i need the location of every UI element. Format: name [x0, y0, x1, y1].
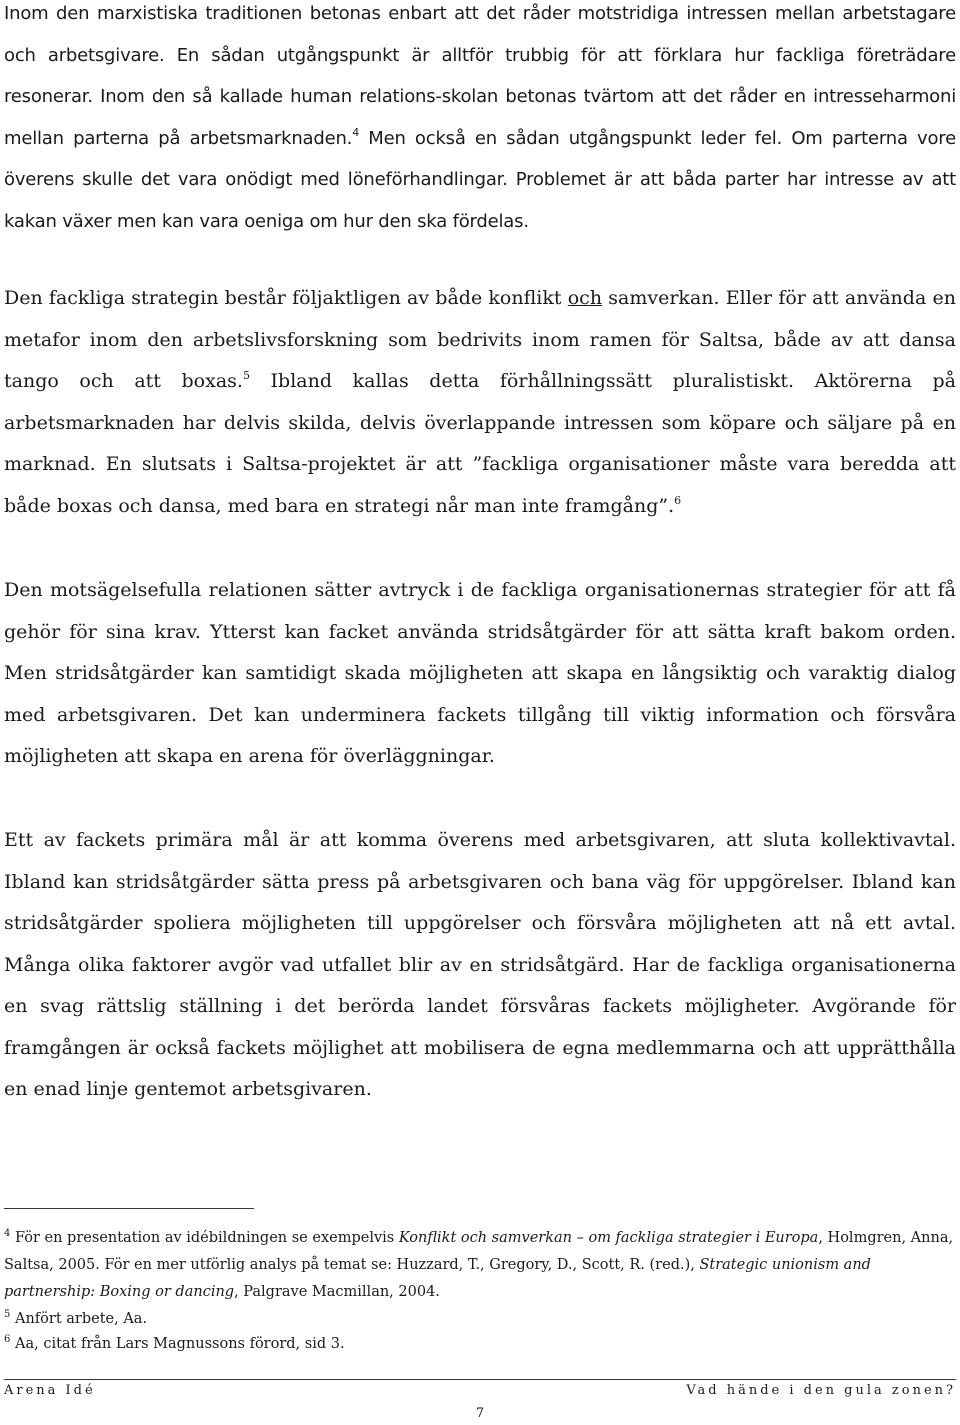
footnote-number: 6: [4, 1334, 11, 1345]
footnote-6: [4, 1331, 956, 1358]
paragraph-4: Ett av fackets primära mål är att komma överens med arbetsgivaren, att sluta kollektivavtal. Ibland kan stridsåtgärder sätta press på arbetsgivaren och bana väg för uppgörelser. Ibland kan stridsåtgärder spoliera möjligheten till uppgörelser och försvåra möjligheten att nå ett avtal. Många olika faktorer avgör vad utfallet blir av en stridsåtgärd. Har de fackliga organisationerna en svag rättslig ställning i det berörda landet försvåras fackets möjligheter. Avgörande för framgången är också fackets möjlighet att mobilisera de egna medlemmarna och att upprätthålla en enad linje gentemot arbetsgivaren.: [4, 829, 956, 1100]
footnote-separator: [4, 1208, 254, 1209]
footnote-4-text-c: , Palgrave Macmillan, 2004.: [234, 1284, 440, 1300]
paragraph-1: [4, 0, 956, 242]
footnote-ref-6[interactable]: 6: [674, 493, 682, 507]
paragraph-2-text-b: samverkan. Eller för att använda en metafor inom den arbetslivsforskning som bedrivits inom ramen för Saltsa, både av att dansa tango och att boxas.: [4, 287, 956, 392]
paragraph-1-text-b: Men också en sådan utgångspunkt leder fel. Om parterna vore överens skulle det vara onödigt med löneförhandlingar. Problemet är att båda parter har intresse av att kakan växer men kan vara oeniga om hur den ska fördelas.: [4, 127, 956, 232]
page-number: 7: [475, 1406, 485, 1421]
footnote-5: [4, 1306, 956, 1333]
paragraph-3: Den motsägelsefulla relationen sätter avtryck i de fackliga organisationernas strategier för att få gehör för sina krav. Ytterst kan facket använda stridsåtgärder för att sätta kraft bakom orden. Men stridsåtgärder kan samtidigt skada möjligheten att skapa en långsiktig och varaktig dialog med arbetsgivaren. Det kan underminera fackets tillgång till viktig information och försvåra möjligheten att skapa en arena för överläggningar.: [4, 579, 956, 767]
footnote-4: [4, 1225, 956, 1306]
paragraph-1-text-a: Inom den marxistiska traditionen betonas enbart att det råder motstridiga intressen mellan arbetstagare och arbetsgivare. En sådan utgångspunkt är alltför trubbig för att förklara hur fackliga företrädare resonerar. Inom den så kallade human relations-skolan betonas tvärtom att det råder en intresseharmoni mellan parterna på arbetsmarknaden.: [4, 3, 956, 149]
footnote-4-text-a: För en presentation av idébildningen se exempelvis: [10, 1230, 399, 1246]
paragraph-2: [4, 278, 956, 527]
footnote-5-text: Anfört arbete, Aa.: [10, 1311, 148, 1327]
footer-title: Vad hände i den gula zonen?: [686, 1383, 956, 1398]
underlined-word: och: [567, 287, 603, 309]
paragraph-2-text-c: Ibland kallas detta förhållningssätt pluralistiskt. Aktörerna på arbetsmarknaden har delvis skilda, delvis överlappande intressen som köpare och säljare på en marknad. En slutsats i Saltsa-projektet är att ”fackliga organisationer måste vara beredda att både boxas och dansa, med bara en strategi når man inte framgång”.: [4, 370, 956, 517]
footnote-number: 4: [4, 1228, 11, 1239]
footnote-ref-5[interactable]: 5: [242, 369, 250, 382]
footnote-ref-4[interactable]: 4: [352, 125, 360, 139]
footnote-6-text: Aa, citat från Lars Magnussons förord, sid 3.: [10, 1336, 345, 1352]
footer-rule: [4, 1379, 956, 1380]
footnote-number: 5: [4, 1309, 11, 1320]
footnote-4-title-1: Konflikt och samverkan – om fackliga strategier i Europa: [398, 1230, 819, 1246]
paragraph-2-text-a: Den fackliga strategin består följaktligen av både konflikt: [4, 287, 568, 309]
footnote-4-text-b: , Holmgren, Anna, Saltsa, 2005. För en mer utförlig analys på temat se: Huzzard, T., Gregory, D., Scott, R. (red.),: [4, 1230, 954, 1273]
footer-publisher: Arena Idé: [4, 1383, 96, 1398]
footnote-4-title-2: Strategic unionism and partnership: Boxing or dancing: [4, 1257, 871, 1300]
